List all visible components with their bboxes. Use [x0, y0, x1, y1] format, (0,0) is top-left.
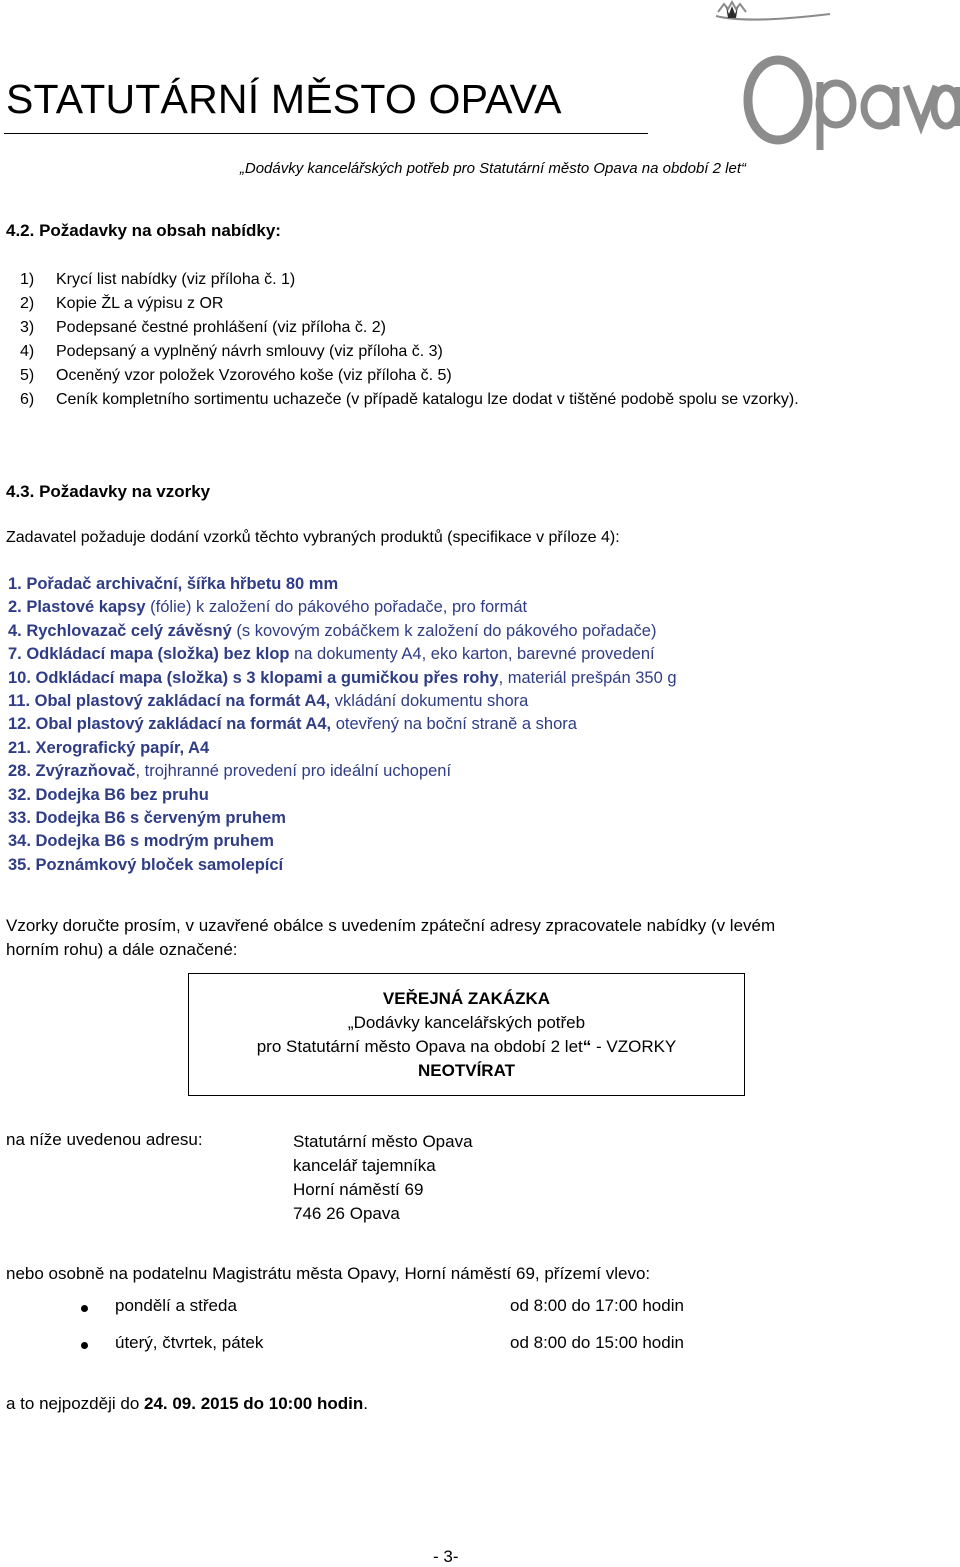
list-item: 3) Podepsané čestné prohlášení (viz příloha č. 2): [20, 319, 386, 336]
sample-item: 2. Plastové kapsy (fólie) k založení do pákového pořadače, pro formát: [8, 598, 528, 617]
address-label: na níže uvedenou adresu:: [6, 1130, 203, 1149]
envelope-label-title: VEŘEJNÁ ZAKÁZKA: [382, 989, 551, 1008]
deadline-date: 24. 09. 2015 do 10:00 hodin: [144, 1394, 364, 1413]
list-item: 5) Oceněný vzor položek Vzorového koše (viz příloha č. 5): [20, 367, 452, 384]
section-heading-4-2: 4.2. Požadavky na obsah nabídky:: [6, 221, 281, 240]
envelope-label-warning: NEOTVÍRAT: [418, 1061, 515, 1080]
sample-item: 4. Rychlovazač celý závěsný (s kovovým zobáčkem k založení do pákového pořadače): [8, 621, 657, 640]
sample-item: 11. Obal plastový zakládací na formát A4, vkládání dokumentu shora: [8, 692, 529, 711]
address-line: 746 26 Opava: [293, 1204, 400, 1223]
sample-item: 1. Pořadač archivační, šířka hřbetu 80 mm: [8, 575, 339, 593]
submission-deadline: a to nejpozději do 24. 09. 2015 do 10:00 hodin.: [6, 1394, 368, 1413]
office-time: od 8:00 do 15:00 hodin: [510, 1333, 684, 1352]
postal-address: [293, 1130, 473, 1226]
title-divider: [4, 133, 648, 134]
office-days: pondělí a středa: [115, 1296, 237, 1315]
address-line: kancelář tajemníka: [293, 1156, 436, 1175]
envelope-label-box: [188, 973, 745, 1096]
bullet-icon: [81, 1305, 88, 1312]
list-item: 4) Podepsaný a vyplněný návrh smlouvy (viz příloha č. 3): [20, 343, 443, 360]
sample-item: 21. Xerografický papír, A4: [8, 738, 210, 757]
bullet-icon: [81, 1342, 88, 1349]
list-item: 2) Kopie ŽL a výpisu z OR: [20, 295, 224, 312]
page-title: STATUTÁRNÍ MĚSTO OPAVA: [6, 76, 562, 122]
samples-list: [8, 573, 677, 877]
opava-logo: [710, 0, 960, 150]
envelope-label-line: pro Statutární město Opava na období 2 let“ - VZORKY: [256, 1037, 677, 1056]
office-days: úterý, čtvrtek, pátek: [115, 1333, 264, 1352]
sample-item: 12. Obal plastový zakládací na formát A4, otevřený na boční straně a shora: [8, 715, 577, 734]
section-heading-4-3: 4.3. Požadavky na vzorky: [6, 482, 211, 501]
samples-intro: Zadavatel požaduje dodání vzorků těchto vybraných produktů (specifikace v příloze 4):: [6, 529, 620, 546]
envelope-label-line: „Dodávky kancelářských potřeb: [347, 1013, 586, 1032]
offer-contents-list: [20, 268, 950, 412]
sample-item: 32. Dodejka B6 bez pruhu: [8, 785, 209, 804]
sample-item: 34. Dodejka B6 s modrým pruhem: [8, 832, 274, 851]
list-item: 6) Ceník kompletního sortimentu uchazeče (v případě katalogu lze dodat v tištěné podobě spolu se vzorky).: [20, 391, 799, 408]
sample-item: 35. Poznámkový bloček samolepící: [8, 855, 284, 874]
office-hours-row: [0, 1333, 960, 1370]
list-item: 1) Krycí list nabídky (viz příloha č. 1): [20, 271, 296, 288]
address-line: Horní náměstí 69: [293, 1180, 424, 1199]
sample-item: 33. Dodejka B6 s červeným pruhem: [8, 809, 286, 828]
sample-item: 7. Odkládací mapa (složka) bez klop na dokumenty A4, eko karton, barevné provedení: [8, 645, 655, 664]
delivery-instructions-line-1: Vzorky doručte prosím, v uzavřené obálce s uvedením zpáteční adresy zpracovatele nabídky (v levém: [6, 916, 776, 935]
address-line: Statutární město Opava: [293, 1132, 473, 1151]
page-number: - 3-: [433, 1547, 459, 1566]
sample-item: 28. Zvýrazňovač, trojhranné provedení pro ideální uchopení: [8, 762, 452, 781]
office-hours-list: [0, 1296, 960, 1370]
delivery-instructions-line-2: horním rohu) a dále označené:: [6, 940, 238, 959]
office-hours-row: [0, 1296, 960, 1333]
office-instructions: nebo osobně na podatelnu Magistrátu města Opavy, Horní náměstí 69, přízemí vlevo:: [6, 1264, 651, 1283]
document-subtitle: „Dodávky kancelářských potřeb pro Statutární město Opava na období 2 let“: [239, 160, 746, 177]
sample-item: 10. Odkládací mapa (složka) s 3 klopami a gumičkou přes rohy, materiál prešpán 350 g: [8, 668, 677, 687]
office-time: od 8:00 do 17:00 hodin: [510, 1296, 684, 1315]
